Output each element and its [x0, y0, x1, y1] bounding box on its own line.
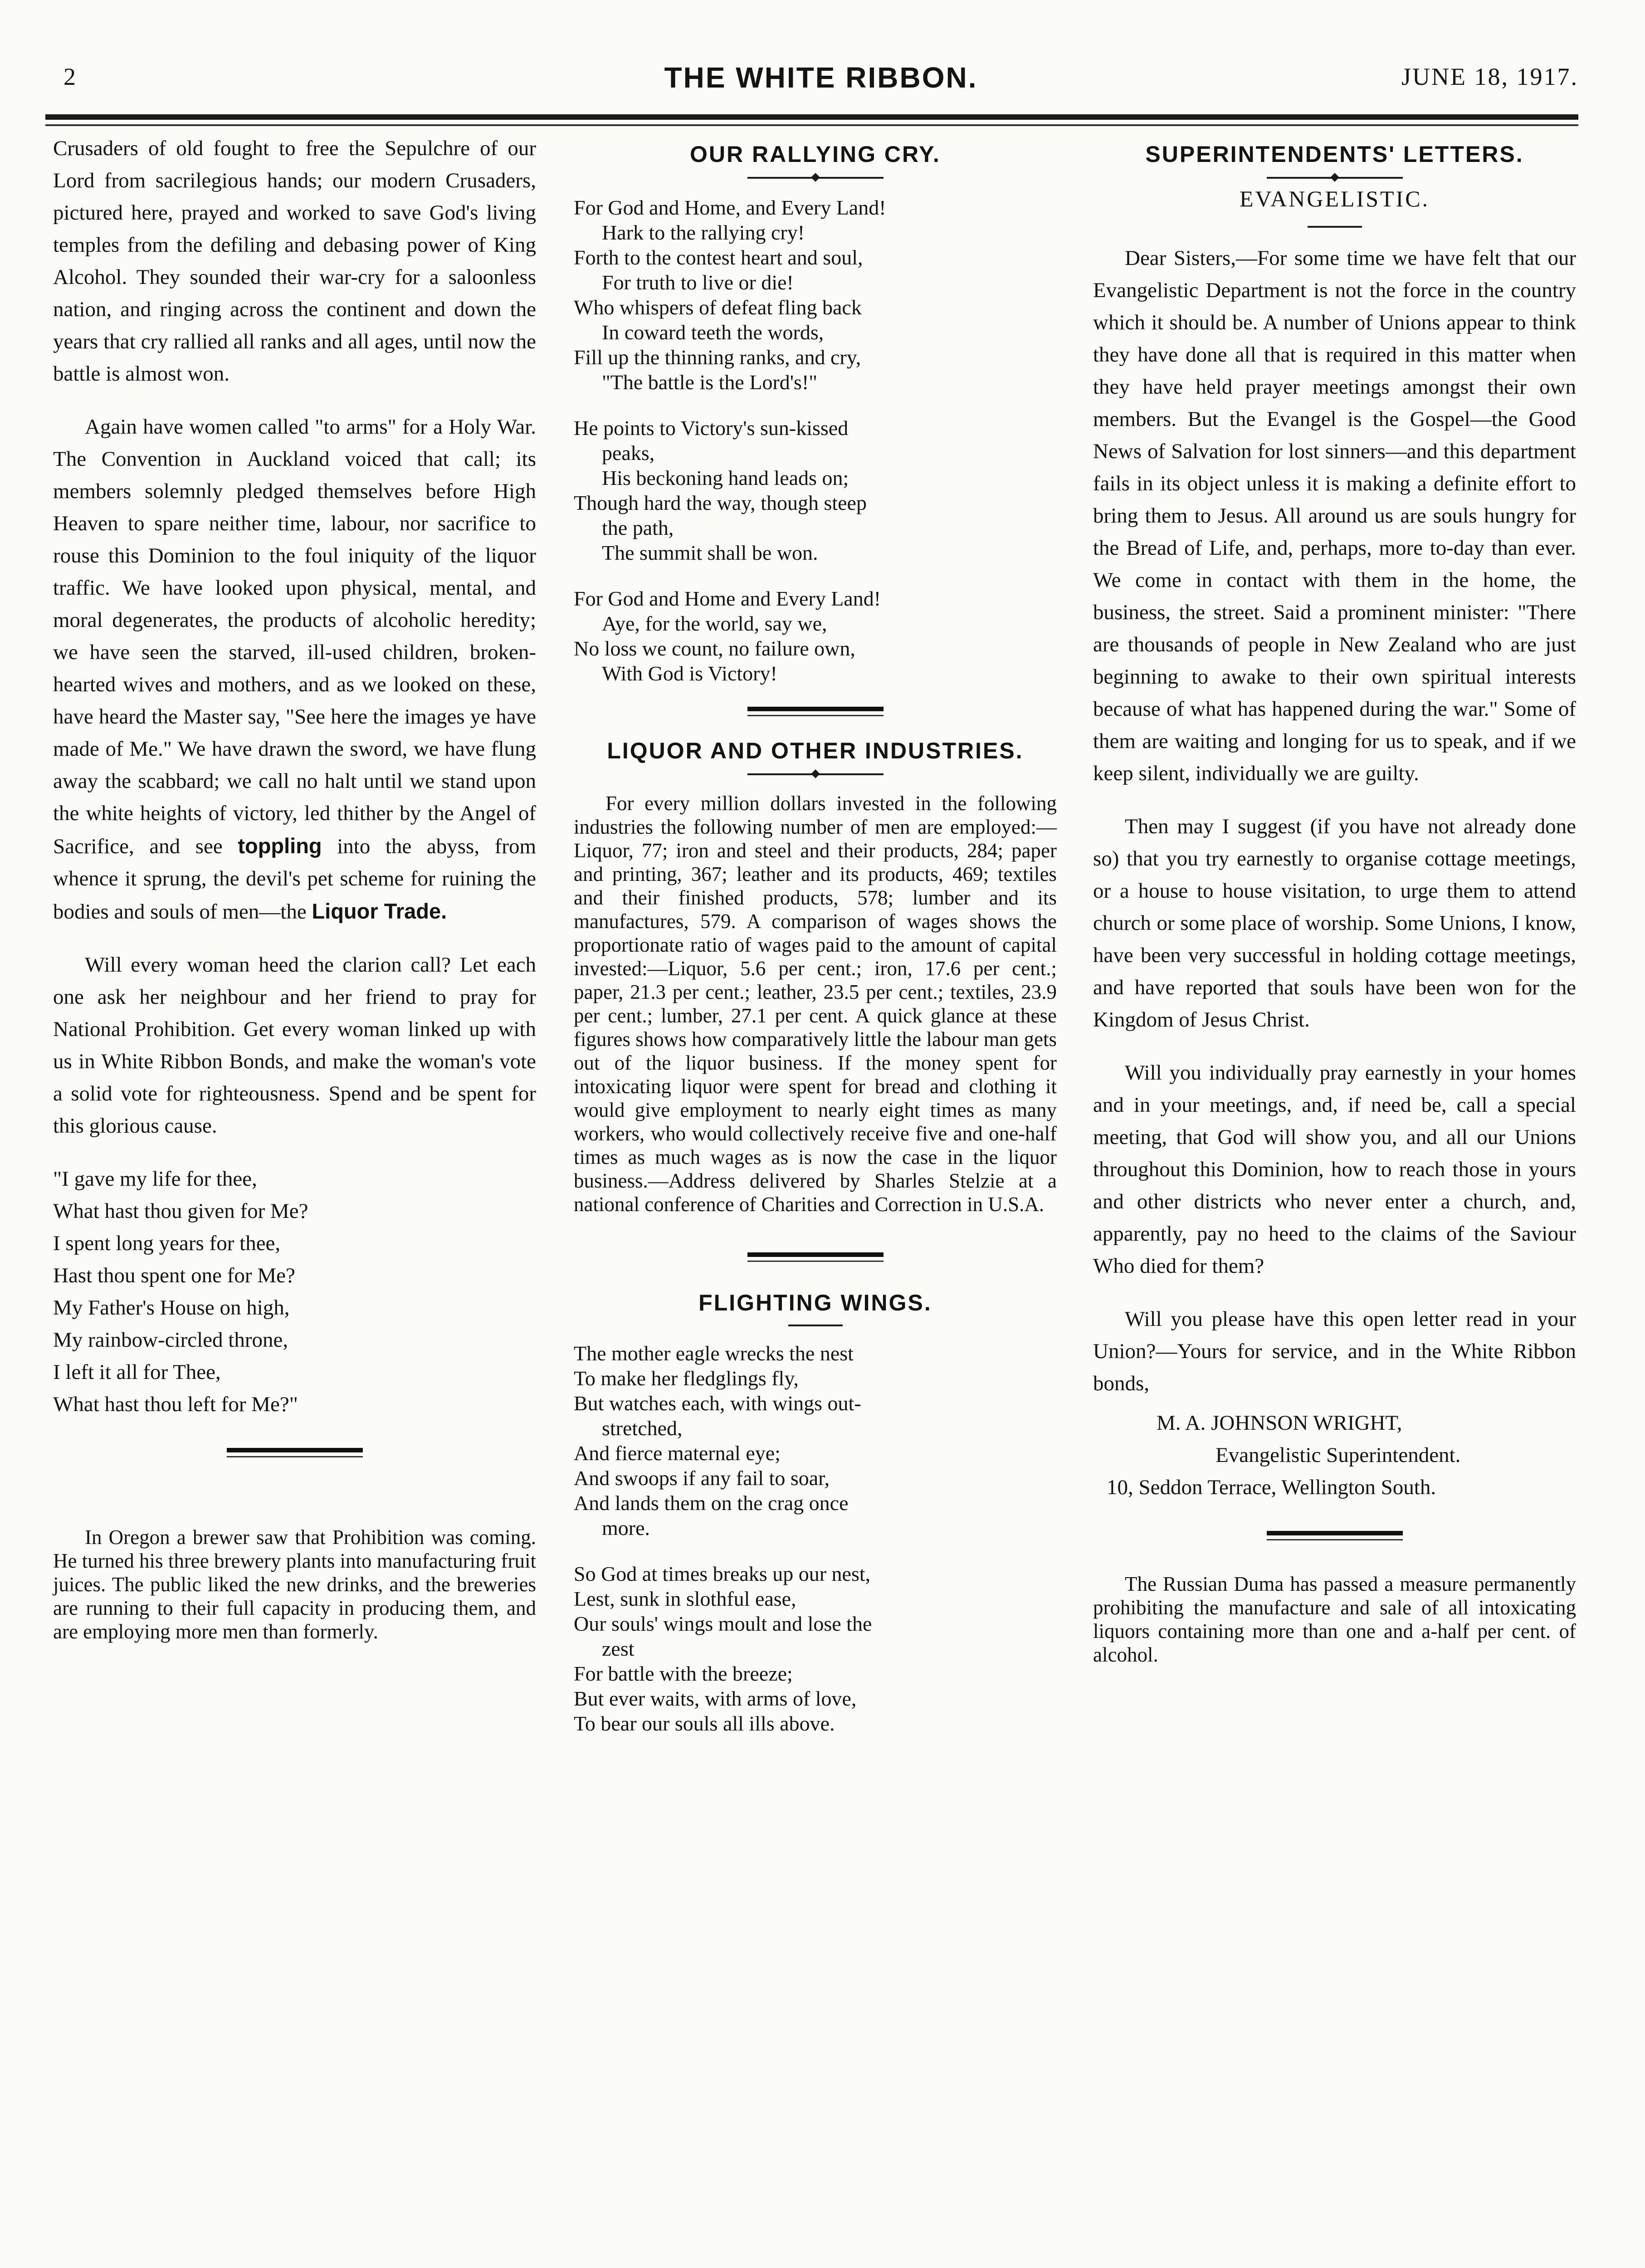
poem-line: My rainbow-circled throne,: [53, 1328, 288, 1352]
poem-line: For God and Home, and Every Land!: [574, 196, 886, 219]
poem-line: And lands them on the crag once: [574, 1491, 849, 1515]
poem-line: Fill up the thinning ranks, and cry,: [574, 346, 861, 369]
page-header: [63, 54, 1578, 99]
poem-line: the path,: [602, 516, 674, 539]
poem-line: To make her fledglings fly,: [574, 1367, 799, 1390]
flighting-wings-stanza-1: [574, 1341, 1057, 1540]
poem-line: Aye, for the world, say we,: [602, 612, 827, 635]
poem-line: What hast thou left for Me?": [53, 1393, 298, 1416]
crusaders-paragraph: Crusaders of old fought to free the Sepulchre of our Lord from sacrilegious hands; our modern Crusaders, pictured here, prayed and worked to save God's living temples from the defiling and debasing power of King Alcohol. They sounded their war-cry for a saloonless nation, and ringing across the continent and down the years that cry rallied all ranks and all ages, until now the battle is almost won.: [53, 137, 536, 386]
letter-paragraph-4: Will you please have this open letter read in your Union?—Yours for service, and in the White Ribbon bonds,: [1093, 1307, 1576, 1395]
poem-line: Forth to the contest heart and soul,: [574, 246, 863, 269]
section-separator: [747, 1252, 884, 1262]
poem-line: For battle with the breeze;: [574, 1662, 793, 1685]
holy-war-text-2: into the abyss, from whence it sprung, the devil's pet scheme for ruining the bodies and souls of men—the: [53, 835, 537, 924]
signature-name: M. A. JOHNSON WRIGHT,: [1157, 1411, 1402, 1435]
poem-line: What hast thou given for Me?: [53, 1199, 308, 1223]
newspaper-title: THE WHITE RIBBON.: [664, 61, 978, 94]
column-middle: [574, 132, 1057, 1757]
column-left: [53, 132, 536, 1664]
poem-line: Our souls' wings moult and lose the: [574, 1612, 872, 1635]
poem-line: For God and Home and Every Land!: [574, 587, 881, 610]
poem-line: "I gave my life for thee,: [53, 1167, 257, 1191]
poem-line: And swoops if any fail to soar,: [574, 1466, 830, 1490]
page-number: 2: [63, 63, 76, 90]
poem-line: My Father's House on high,: [53, 1296, 290, 1320]
letter-paragraph-2: Then may I suggest (if you have not already done so) that you try earnestly to organise cottage meetings, or a house to house visitation, to urge them to attend church or some place of worship. Some Unions, I know, have been very successful in holding cottage meetings, and have reported that souls have been won for the Kingdom of Jesus Christ.: [1093, 815, 1576, 1031]
title-ornament: [1267, 174, 1403, 181]
poem-line: Hast thou spent one for Me?: [53, 1264, 295, 1287]
letter-paragraph-1: Dear Sisters,—For some time we have felt that our Evangelistic Department is not the force in the country which it should be. A number of Unions appear to think they have done all that is required in this matter when they have held prayer meetings amongst their own members. But the Evangel is the Gospel—the Good News of Salvation for lost sinners—and this department fails in its object unless it is making a definite effort to bring them to Jesus. All around us are souls hungry for the Bread of Life, and, perhaps, more to-day than ever. We come in contact with them in the home, the business, the street. Said a prominent minister: "There are thousands of people in New Zealand who are just beginning to awake to their own spiritual interests because of what has happened during the war." Some of them are waiting and longing for us to speak, and if we keep silent, individually we are guilty.: [1093, 246, 1576, 785]
section-separator: [227, 1448, 363, 1457]
poem-line: I left it all for Thee,: [53, 1360, 221, 1384]
rallying-cry-stanza-2: [574, 415, 1057, 565]
poem-line: peaks,: [602, 441, 655, 464]
poem-line: zest: [602, 1637, 635, 1660]
evangelistic-subtitle: EVANGELISTIC.: [1239, 186, 1430, 211]
poem-line: In coward teeth the words,: [602, 321, 824, 344]
poem-line: more.: [602, 1516, 650, 1540]
russian-duma-paragraph: The Russian Duma has passed a measure permanently prohibiting the manufacture and sale of all intoxicating liquors containing more than one and a-half per cent. of alcohol.: [1093, 1573, 1576, 1666]
issue-date: JUNE 18, 1917.: [1401, 63, 1578, 90]
poem-line: So God at times breaks up our nest,: [574, 1562, 871, 1585]
poem-line: The summit shall be won.: [602, 541, 818, 564]
poem-line: But ever waits, with arms of love,: [574, 1687, 857, 1710]
section-separator: [1267, 1531, 1403, 1540]
holy-war-paragraph: [53, 411, 536, 928]
poem-line: The mother eagle wrecks the nest: [574, 1342, 854, 1365]
poem-line: His beckoning hand leads on;: [602, 466, 849, 489]
poem-line: To bear our souls all ills above.: [574, 1712, 835, 1735]
poem-line: "The battle is the Lord's!": [602, 371, 818, 394]
poem-line: He points to Victory's sun-kissed: [574, 416, 849, 440]
flighting-wings-title: FLIGHTING WINGS.: [698, 1290, 932, 1315]
poem-line: But watches each, with wings out-: [574, 1392, 861, 1415]
gave-my-life-poem: [53, 1163, 536, 1421]
liquor-industries-paragraph: For every million dollars invested in the following industries the following number of men are employed:—Liquor, 77; iron and steel and their products, 284; paper and printing, 367; leather and its products, 469; textiles and their finished products, 578; lumber and its manufactures, 579. A comparison of wages shows the proportionate ratio of wages paid to the amount of capital invested:—Liquor, 5.6 per cent.; iron, 17.6 per cent.; paper, 21.3 per cent.; leather, 23.5 per cent.; textiles, 23.9 per cent.; lumber, 27.1 per cent. A quick glance at these figures shows how comparatively little the labour man gets out of the liquor business. If the money spent for intoxicating liquor were spent for bread and clothing it would give employment to nearly eight times as many workers, who would collectively receive five and one-half times as much wages as is now the case in the liquor business.—Address delivered by Sharles Stelzie at a national conference of Charities and Correction in U.S.A.: [574, 792, 1057, 1216]
poem-line: Though hard the way, though steep: [574, 491, 867, 514]
poem-line: stretched,: [602, 1417, 683, 1440]
title-ornament: [747, 771, 884, 777]
column-right: [1093, 132, 1576, 1687]
signature-role: Evangelistic Superintendent.: [1215, 1443, 1461, 1467]
section-separator: [747, 707, 884, 716]
rallying-cry-stanza-3: [574, 586, 1057, 686]
letter-paragraph-3: Will you individually pray earnestly in your homes and in your meetings, and, if need be, call a special meeting, that God will show you, and all our Unions throughout this Dominion, how to reach those in yours and other districts who never enter a church, and, apparently, pay no heed to the claims of the Saviour Who died for them?: [1093, 1061, 1576, 1278]
superintendents-letters-title: SUPERINTENDENTS' LETTERS.: [1145, 142, 1524, 167]
poem-line: Who whispers of defeat fling back: [574, 296, 862, 319]
clarion-call-paragraph: Will every woman heed the clarion call? Let each one ask her neighbour and her friend to pray for National Prohibition. Get every woman linked up with us in White Ribbon Bonds, and make the woman's vote a solid vote for righteousness. Spend and be spent for this glorious cause.: [53, 953, 536, 1138]
header-rule-thin: [45, 124, 1578, 126]
rallying-cry-stanza-1: [574, 195, 1057, 395]
poem-line: I spent long years for thee,: [53, 1232, 281, 1255]
title-rule: [788, 1325, 843, 1326]
header-rule: [45, 114, 1578, 120]
poem-line: For truth to live or die!: [602, 271, 794, 294]
liquor-trade-bold: Liquor Trade.: [312, 899, 447, 923]
title-ornament: [747, 174, 884, 181]
poem-line: Hark to the rallying cry!: [602, 221, 805, 244]
liquor-industries-title: LIQUOR AND OTHER INDUSTRIES.: [607, 738, 1024, 763]
toppling-bold: toppling: [238, 834, 322, 858]
subtitle-rule: [1308, 226, 1362, 228]
oregon-brewer-paragraph: In Oregon a brewer saw that Prohibition was coming. He turned his three brewery plants into manufacturing fruit juices. The public liked the new drinks, and the breweries are running to their full capacity in producing them, and are employing more men than formerly.: [53, 1526, 536, 1643]
signature-address: 10, Seddon Terrace, Wellington South.: [1107, 1476, 1436, 1499]
holy-war-text: Again have women called "to arms" for a Holy War. The Convention in Auckland voiced that call; its members solemnly pledged themselves before High Heaven to spare neither time, labour, nor sacrifice to rouse this Dominion to the foul iniquity of the liquor traffic. We have looked upon physical, mental, and moral degenerates, the products of alcoholic heredity; we have seen the starved, ill-used children, broken-hearted wives and mothers, and as we looked on these, have heard the Master say, "See here the images ye have made of Me." We have drawn the sword, we have flung away the scabbard; we call no halt until we stand upon the white heights of victory, led thither by the Angel of Sacrifice, and see: [53, 415, 536, 858]
poem-line: With God is Victory!: [602, 662, 777, 685]
poem-line: Lest, sunk in slothful ease,: [574, 1587, 796, 1610]
poem-line: No loss we count, no failure own,: [574, 637, 855, 660]
flighting-wings-stanza-2: [574, 1561, 1057, 1736]
rallying-cry-title: OUR RALLYING CRY.: [690, 142, 941, 167]
poem-line: And fierce maternal eye;: [574, 1442, 781, 1465]
